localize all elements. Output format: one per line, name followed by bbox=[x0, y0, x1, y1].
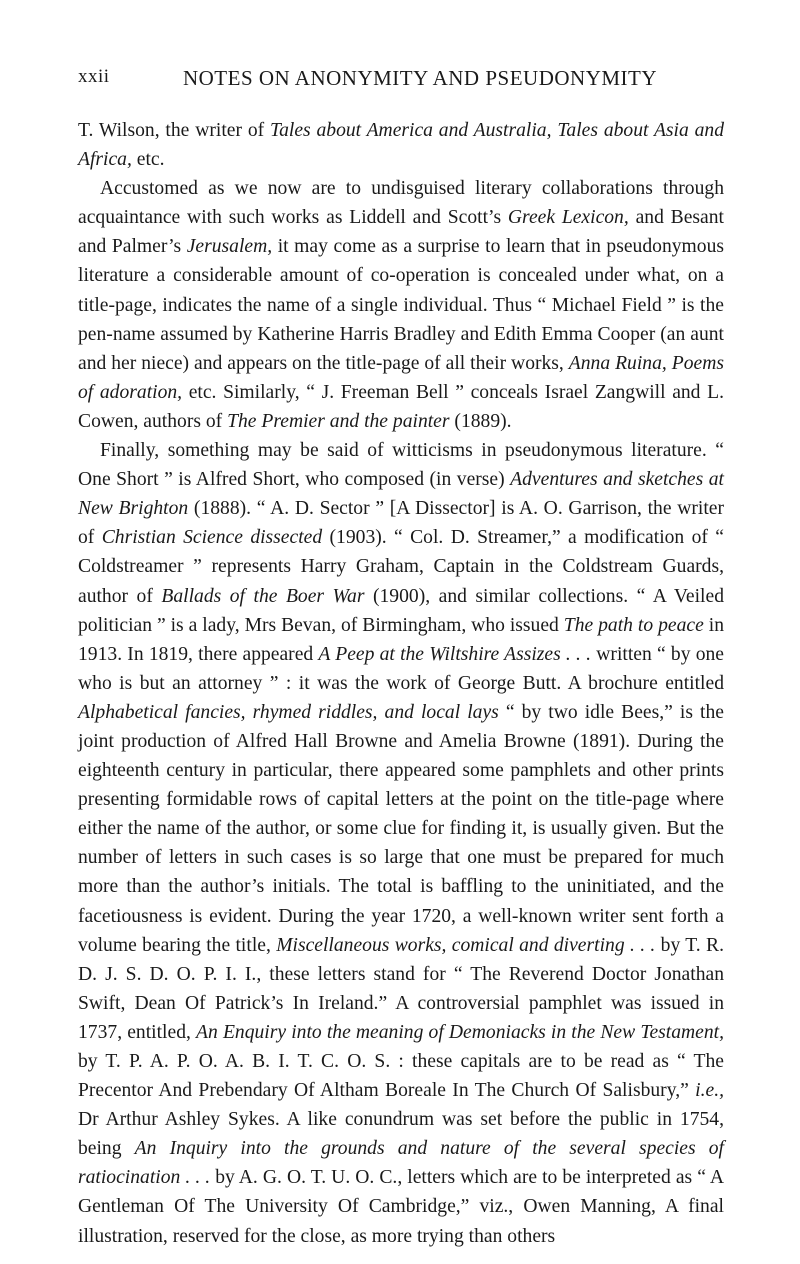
italic-title-run: The Premier and the painter bbox=[227, 410, 450, 432]
text-run: (1889). bbox=[449, 410, 512, 432]
running-header bbox=[78, 66, 722, 96]
italic-title-run: Alphabetical fancies, rhymed riddles, and local lays bbox=[78, 701, 499, 723]
italic-title-run: Anna Ruina, Poems of adoration, bbox=[78, 352, 724, 403]
italic-title-run: Jerusalem, bbox=[186, 236, 273, 258]
italic-title-run: A Peep at the Wiltshire Assizes . . . bbox=[318, 643, 592, 665]
text-run: Accustomed as we now are to undisguised literary collaborations through acquaintance with such works as Liddell and Scott’s bbox=[78, 178, 724, 229]
text-run: etc. bbox=[131, 149, 165, 171]
italic-title-run: Ballads of the Boer War bbox=[161, 585, 365, 607]
paragraph bbox=[78, 116, 724, 174]
page-number: xxii bbox=[78, 66, 110, 87]
text-run: by T. R. D. J. S. D. O. P. I. I., these letters stand for “ The Reverend Doctor Jonathan Swift, Dean Of Patrick’s In Ireland.” A controversial pamphlet was issued in 1737, entitled, bbox=[78, 934, 724, 1043]
italic-title-run: An Enquiry into the meaning of Demoniacks in the New Testament, bbox=[196, 1021, 724, 1043]
paragraph bbox=[78, 436, 724, 1251]
text-run: by A. G. O. T. U. O. C., letters which are to be interpreted as “ A Gentleman Of The University Of Cambridge,” viz., Owen Manning, A final illustration, reserved for the close, as more trying than others bbox=[78, 1167, 725, 1247]
italic-title-run: Adventures and sketches at New Brighton bbox=[78, 469, 724, 520]
text-run: Finally, something may be said of witticisms in pseudonymous literature. “ One Short ” is Alfred Short, who composed (in verse) bbox=[78, 440, 724, 491]
italic-title-run: Miscellaneous works, comical and diverting . . . bbox=[276, 934, 656, 956]
text-run: written “ by one who is but an attorney ” : it was the work of George Butt. A brochure entitled bbox=[78, 643, 724, 694]
text-run: by T. P. A. P. O. A. B. I. T. C. O. S. : these capitals are to be read as “ The Precentor And Prebendary Of Altham Boreale In The Church Of Salisbury,” bbox=[78, 1051, 724, 1102]
italic-title-run: Greek Lexicon, bbox=[507, 207, 629, 229]
paragraph bbox=[78, 174, 724, 436]
body-text bbox=[78, 116, 724, 1251]
running-title: NOTES ON ANONYMITY AND PSEUDONYMITY bbox=[182, 66, 658, 90]
italic-title-run: Christian Science dissected bbox=[101, 527, 323, 549]
text-run: (1900), and similar collections. “ A Veiled politician ” is a lady, Mrs Bevan, of Birmingham, who issued bbox=[78, 585, 724, 636]
text-run: (1903). “ Col. D. Streamer,” a modification of “ Coldstreamer ” represents Harry Graham, Captain in the Coldstream Guards, author of bbox=[78, 527, 724, 607]
text-run: Dr Arthur Ashley Sykes. A like conundrum was set before the public in 1754, being bbox=[78, 1109, 724, 1160]
text-run: “ by two idle Bees,” is the joint production of Alfred Hall Browne and Amelia Browne (1891). During the eighteenth century in particular, there appeared some pamphlets and other prints presenting formidable rows of capital letters at the point on the title-page where either the name of the author, or some clue for finding it, is usually given. But the number of letters in such cases is so large that one must be prepared for much more than the author’s initials. The total is baffling to the uninitiated, and the facetiousness is evident. During the year 1720, a well-known writer sent forth a volume bearing the title, bbox=[78, 701, 724, 956]
italic-title-run: The path to peace bbox=[563, 614, 704, 636]
italic-title-run: i.e., bbox=[695, 1080, 724, 1102]
italic-title-run: Tales about America and Australia, Tales about Asia and Africa, bbox=[78, 120, 724, 171]
text-run: and Besant and Palmer’s bbox=[78, 207, 724, 258]
italic-title-run: An Inquiry into the grounds and nature of the several species of ratiocination . . . bbox=[78, 1138, 724, 1189]
text-run: etc. Similarly, “ J. Freeman Bell ” conceals Israel Zangwill and L. Cowen, authors of bbox=[78, 381, 724, 432]
text-run: in 1913. In 1819, there appeared bbox=[78, 614, 724, 665]
text-run: (1888). “ A. D. Sector ” [A Dissector] is A. O. Garrison, the writer of bbox=[78, 498, 725, 549]
text-run: T. Wilson, the writer of bbox=[78, 120, 270, 141]
text-run: it may come as a surprise to learn that in pseudonymous literature a considerable amount of co-operation is concealed under what, on a title-page, indicates the name of a single individual. Thus “ Michael Field ” is the pen-name assumed by Katherine Harris Bradley and Edith Emma Cooper (an aunt and her niece) and appears on the title-page of all their works, bbox=[78, 236, 724, 374]
